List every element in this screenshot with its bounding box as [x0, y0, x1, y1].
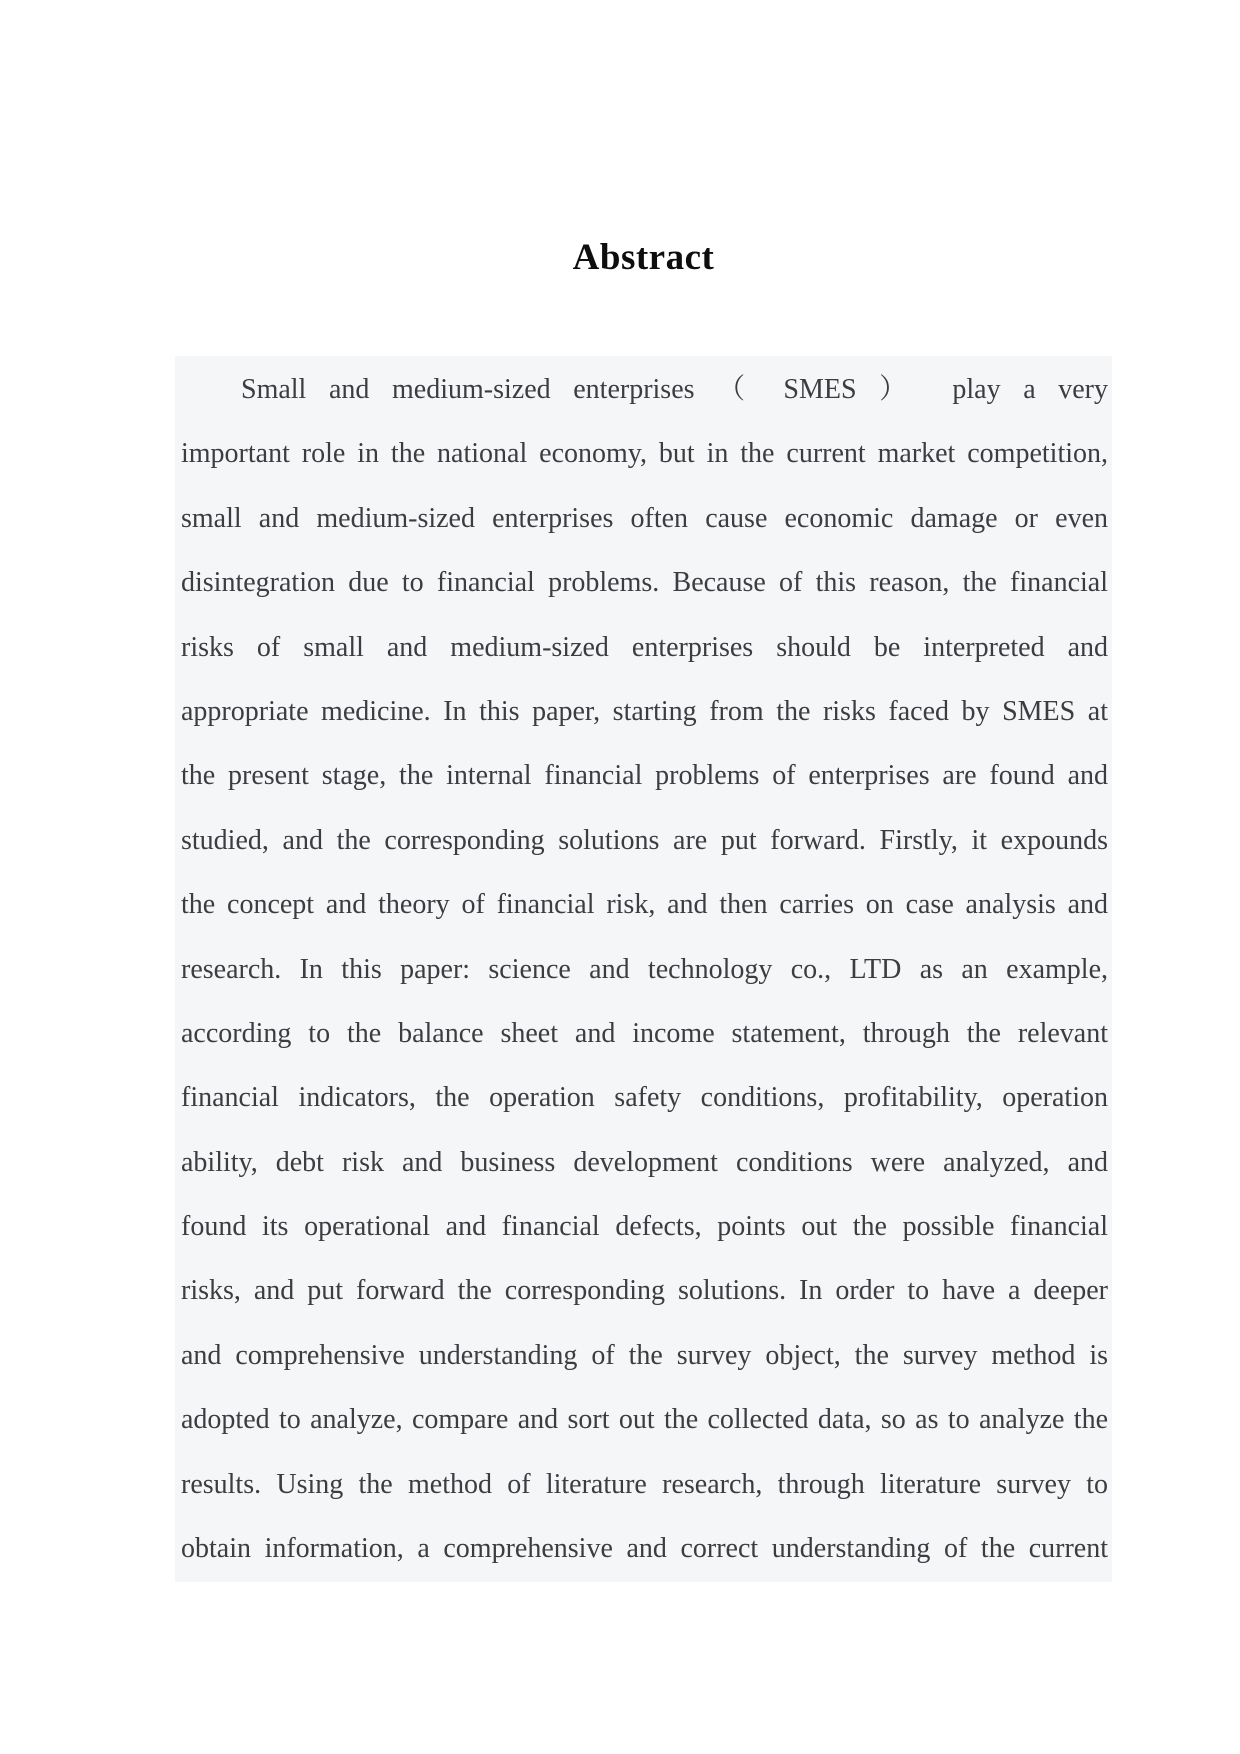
abstract-line: and comprehensive understanding of the survey object, the survey method is	[181, 1339, 1108, 1371]
abstract-line: risks, and put forward the corresponding solutions. In order to have a deeper	[181, 1275, 1108, 1307]
abstract-line: financial indicators, the operation safety conditions, profitability, operation	[181, 1082, 1108, 1114]
abstract-line: the present stage, the internal financial problems of enterprises are found and	[181, 760, 1108, 792]
abstract-line: appropriate medicine. In this paper, starting from the risks faced by SMES at	[181, 695, 1108, 727]
abstract-line: according to the balance sheet and income statement, through the relevant	[181, 1017, 1108, 1049]
abstract-line: the concept and theory of financial risk, and then carries on case analysis and	[181, 889, 1108, 921]
abstract-line: risks of small and medium-sized enterprises should be interpreted and	[181, 631, 1108, 663]
abstract-line: Small and medium-sized enterprises （ SMES ） play a very	[241, 374, 1108, 405]
abstract-line: adopted to analyze, compare and sort out the collected data, so as to analyze the	[181, 1404, 1108, 1436]
abstract-line: results. Using the method of literature research, through literature survey to	[181, 1468, 1108, 1500]
abstract-line: important role in the national economy, but in the current market competition,	[181, 438, 1108, 470]
abstract-line: studied, and the corresponding solutions are put forward. Firstly, it expounds	[181, 824, 1108, 856]
abstract-line: research. In this paper: science and technology co., LTD as an example,	[181, 953, 1108, 985]
abstract-line: obtain information, a comprehensive and correct understanding of the current	[181, 1533, 1108, 1565]
abstract-line: found its operational and financial defects, points out the possible financial	[181, 1211, 1108, 1243]
abstract-line: small and medium-sized enterprises often cause economic damage or even	[181, 502, 1108, 534]
abstract-line: disintegration due to financial problems. Because of this reason, the financial	[181, 567, 1108, 599]
abstract-line: ability, debt risk and business development conditions were analyzed, and	[181, 1146, 1108, 1178]
abstract-paragraph-block	[175, 356, 1112, 1582]
page-title: Abstract	[572, 237, 715, 278]
